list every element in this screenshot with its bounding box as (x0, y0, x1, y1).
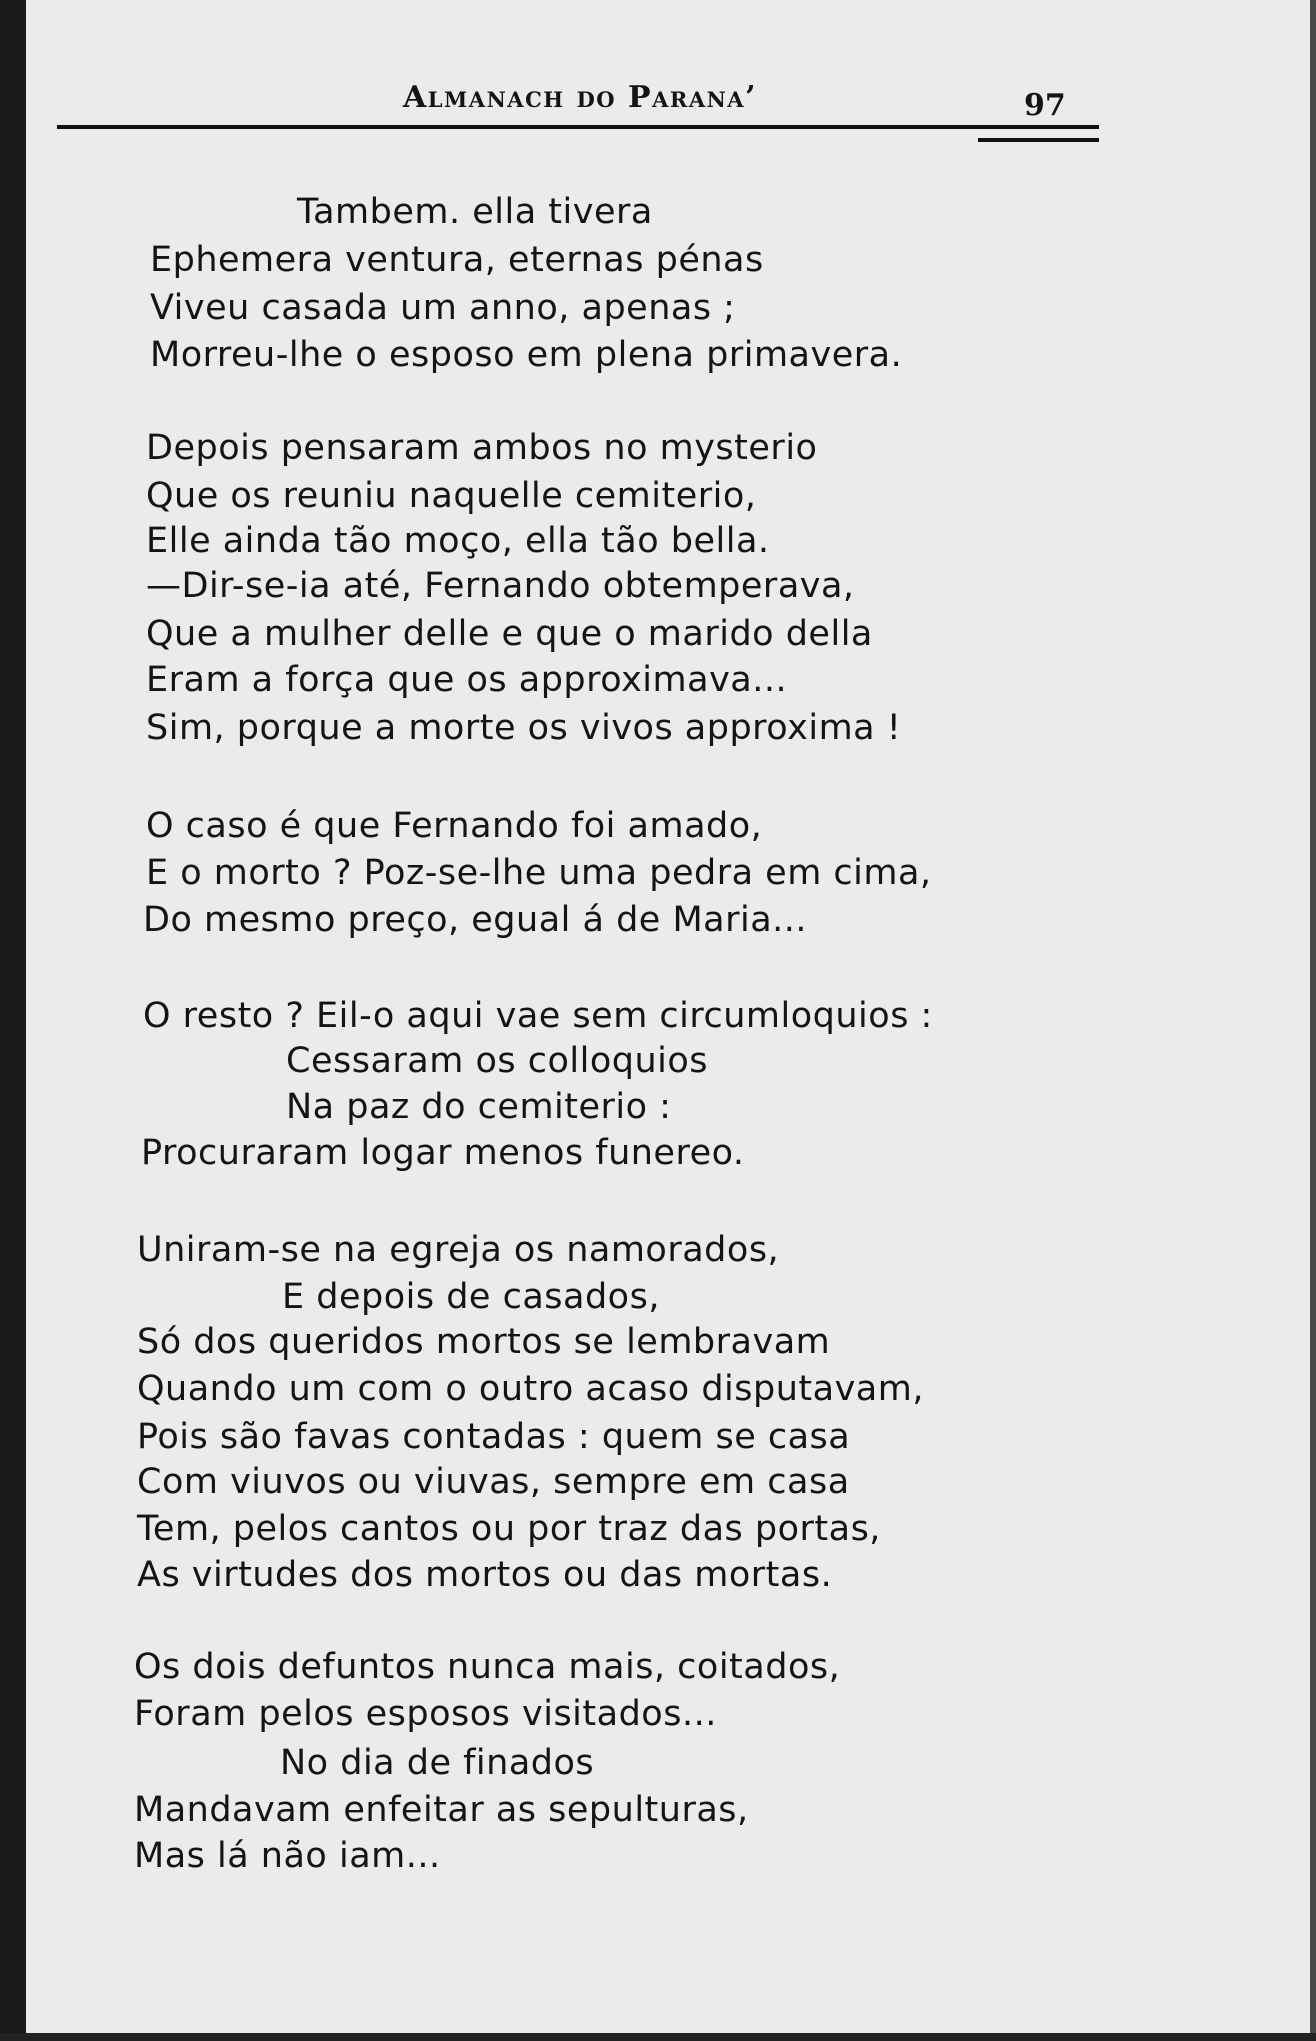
poem-line: E depois de casados, (282, 1277, 660, 1317)
poem-line: No dia de finados (280, 1743, 595, 1783)
header-rule-short (978, 138, 1099, 142)
page-bottom-edge (0, 2033, 1316, 2041)
poem-line: O caso é que Fernando foi amado, (146, 806, 763, 846)
poem-line: Na paz do cemiterio : (286, 1087, 672, 1127)
poem-line: Viveu casada um anno, apenas ; (150, 288, 736, 328)
page-number: 97 (1024, 88, 1066, 123)
poem-line: Cessaram os colloquios (286, 1041, 709, 1081)
poem-line: Que a mulher delle e que o marido della (146, 614, 873, 654)
poem-line: Pois são favas contadas : quem se casa (137, 1417, 851, 1457)
poem-line: Quando um com o outro acaso disputavam, (137, 1369, 924, 1409)
poem-line: E o morto ? Poz-se-lhe uma pedra em cima, (146, 853, 932, 893)
running-header-title: Almanach do Parana’ (403, 80, 758, 115)
poem-line: Os dois defuntos nunca mais, coitados, (134, 1647, 841, 1687)
poem-line: Mas lá não iam... (134, 1836, 441, 1876)
poem-line: Com viuvos ou viuvas, sempre em casa (137, 1462, 850, 1502)
poem-line: Eram a força que os approximava... (146, 660, 788, 700)
poem-line: Tambem. ella tivera (297, 192, 653, 232)
poem-line: Uniram-se na egreja os namorados, (137, 1230, 780, 1270)
poem-line: As virtudes dos mortos ou das mortas. (137, 1555, 833, 1595)
page-right-edge (1310, 0, 1316, 2041)
poem-line: Que os reuniu naquelle cemiterio, (146, 476, 757, 516)
poem-line: Só dos queridos mortos se lembravam (137, 1322, 831, 1362)
poem-line: O resto ? Eil-o aqui vae sem circumloquios : (143, 996, 933, 1036)
poem-line: —Dir-se-ia até, Fernando obtemperava, (146, 566, 855, 606)
poem-line: Elle ainda tão moço, ella tão bella. (146, 521, 770, 561)
poem-line: Depois pensaram ambos no mysterio (146, 428, 818, 468)
poem-line: Tem, pelos cantos ou por traz das portas, (137, 1509, 881, 1549)
poem-line: Foram pelos esposos visitados... (134, 1694, 717, 1734)
page-binding-shadow (0, 0, 26, 2041)
poem-line: Sim, porque a morte os vivos approxima ! (146, 708, 902, 748)
poem-line: Mandavam enfeitar as sepulturas, (134, 1790, 749, 1830)
header-rule (57, 125, 1099, 129)
poem-line: Procuraram logar menos funereo. (141, 1133, 745, 1173)
poem-line: Ephemera ventura, eternas pénas (150, 240, 764, 280)
poem-line: Do mesmo preço, egual á de Maria... (143, 900, 808, 940)
poem-line: Morreu-lhe o esposo em plena primavera. (150, 335, 903, 375)
